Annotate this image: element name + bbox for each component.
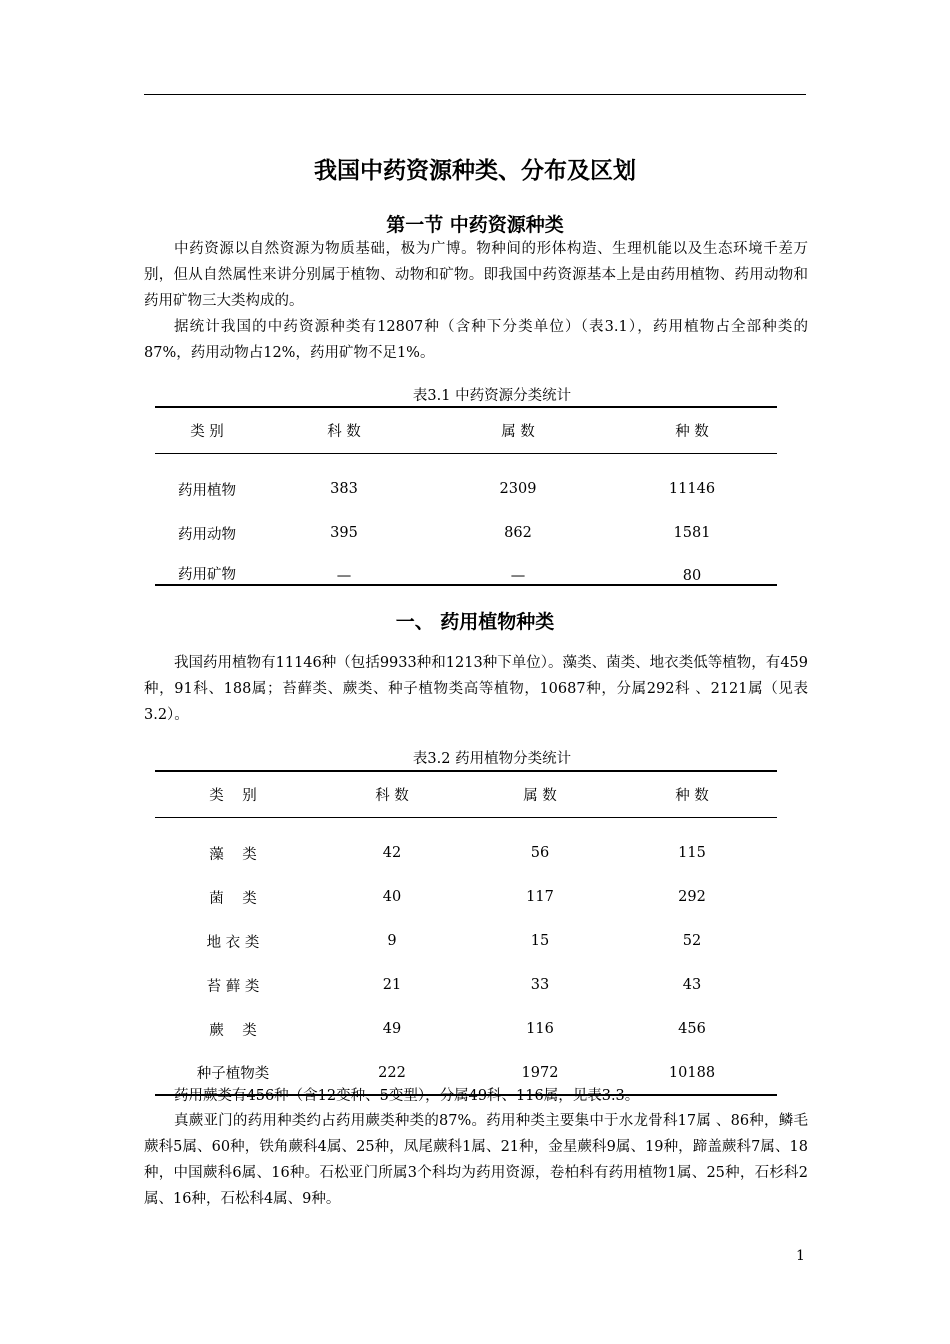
table-cell: 药用植物 — [178, 482, 236, 499]
table1 — [155, 406, 777, 586]
table-cell: 2309 — [499, 481, 537, 497]
table2-caption: 表3.2 药用植物分类统计 — [412, 751, 572, 767]
table-cell: 117 — [526, 889, 554, 905]
table2-header-cell: 类 别 — [209, 787, 257, 804]
table-row — [155, 467, 777, 511]
table-row — [155, 919, 777, 963]
table1-header-cell: 科 数 — [327, 423, 361, 440]
table-cell: 116 — [526, 1021, 554, 1037]
table1-header-cell: 种 数 — [675, 423, 709, 440]
table-cell: 52 — [682, 933, 702, 949]
table-cell: 862 — [504, 525, 532, 541]
fern-paragraph-2: 真蕨亚门的药用种类约占药用蕨类种类的87%。药用种类主要集中于水龙骨科17属 、86种，鳞毛蕨科5属、60种，铁角蕨科4属、25种，凤尾蕨科1属、21种，金星蕨科9属、19种，蹄盖蕨科7属、18种，中国蕨科6属、16种。石松亚门所属3个科均为药用资源，卷柏科有药用植物1属、25种，石杉科2属、16种，石松科4属、9种。 — [144, 1113, 808, 1207]
subsection-heading: 一、 药用植物种类 — [395, 611, 555, 633]
header-rule — [144, 94, 806, 95]
table-cell: 456 — [678, 1021, 706, 1037]
table-cell: 药用动物 — [178, 526, 236, 543]
table-cell: 9 — [387, 933, 397, 949]
table-cell: 21 — [382, 977, 402, 993]
fern-paragraph-1: 药用蕨类有456种（含12变种、5变型），分属49科、116属，见表3.3。 — [174, 1088, 640, 1104]
table-cell: 15 — [530, 933, 550, 949]
table-cell: 49 — [382, 1021, 402, 1037]
table-cell: 10188 — [668, 1064, 716, 1081]
table-cell: 地 衣 类 — [206, 934, 260, 951]
table-cell: 395 — [330, 525, 358, 541]
table-row — [155, 1007, 777, 1051]
section-paragraph-2: 据统计我国的中药资源种类有12807种（含种下分类单位）（表3.1），药用植物占全部种类的87%，药用动物占12%，药用矿物不足1%。 — [144, 319, 808, 361]
table-cell: 80 — [682, 568, 702, 584]
table-cell: 11146 — [668, 481, 716, 497]
table-cell: — — [336, 568, 352, 584]
table2-header-row — [155, 771, 777, 817]
subsection-paragraph-1: 我国药用植物有11146种（包括9933种和1213种下单位）。藻类、菌类、地衣类低等植物，有459种，91科、188属；苔藓类、蕨类、种子植物类高等植物，10687种，分属292科 、2121属（见表3.2）。 — [144, 655, 808, 723]
table-cell: 苔 藓 类 — [206, 978, 260, 995]
table-cell: 56 — [530, 845, 550, 861]
table1-header-row — [155, 407, 777, 453]
table-cell: 1581 — [673, 525, 711, 541]
table2-header-cell: 种 数 — [675, 787, 709, 804]
table-cell: 药用矿物 — [178, 567, 236, 583]
table-cell: 种子植物类 — [196, 1066, 270, 1082]
table-cell: 292 — [678, 889, 706, 905]
table2-header-cell: 属 数 — [523, 787, 557, 804]
table2-header-cell: 科 数 — [375, 787, 409, 804]
table-row — [155, 875, 777, 919]
section-paragraph-1: 中药资源以自然资源为物质基础，极为广博。物种间的形体构造、生理机能以及生态环境千差万别，但从自然属性来讲分别属于植物、动物和矿物。即我国中药资源基本上是由药用植物、药用动物和药用矿物三大类构成的。 — [144, 241, 808, 309]
table2 — [155, 770, 777, 1096]
table-cell: 1972 — [521, 1064, 559, 1081]
table-cell: 222 — [378, 1064, 406, 1081]
table-cell: 蕨 类 — [209, 1022, 257, 1039]
table-row — [155, 555, 777, 585]
table-cell: 43 — [682, 977, 702, 993]
table-cell: 115 — [678, 845, 706, 861]
table1-header-cell: 属 数 — [501, 423, 535, 440]
table1-caption: 表3.1 中药资源分类统计 — [412, 388, 572, 404]
table-cell: 383 — [330, 481, 358, 497]
table-row — [155, 511, 777, 555]
table1-header-cell: 类 别 — [190, 423, 224, 440]
table-cell: 42 — [382, 845, 402, 861]
table-cell: 藻 类 — [209, 846, 257, 863]
table-cell: 40 — [382, 889, 402, 905]
document-title: 我国中药资源种类、分布及区划 — [314, 158, 636, 184]
table-cell: 33 — [530, 977, 550, 993]
table-row — [155, 831, 777, 875]
section-heading: 第一节 中药资源种类 — [386, 214, 564, 236]
table-cell: 菌 类 — [209, 890, 257, 907]
page-number: 1 — [796, 1248, 805, 1264]
table-row — [155, 963, 777, 1007]
table-cell: — — [510, 568, 526, 584]
